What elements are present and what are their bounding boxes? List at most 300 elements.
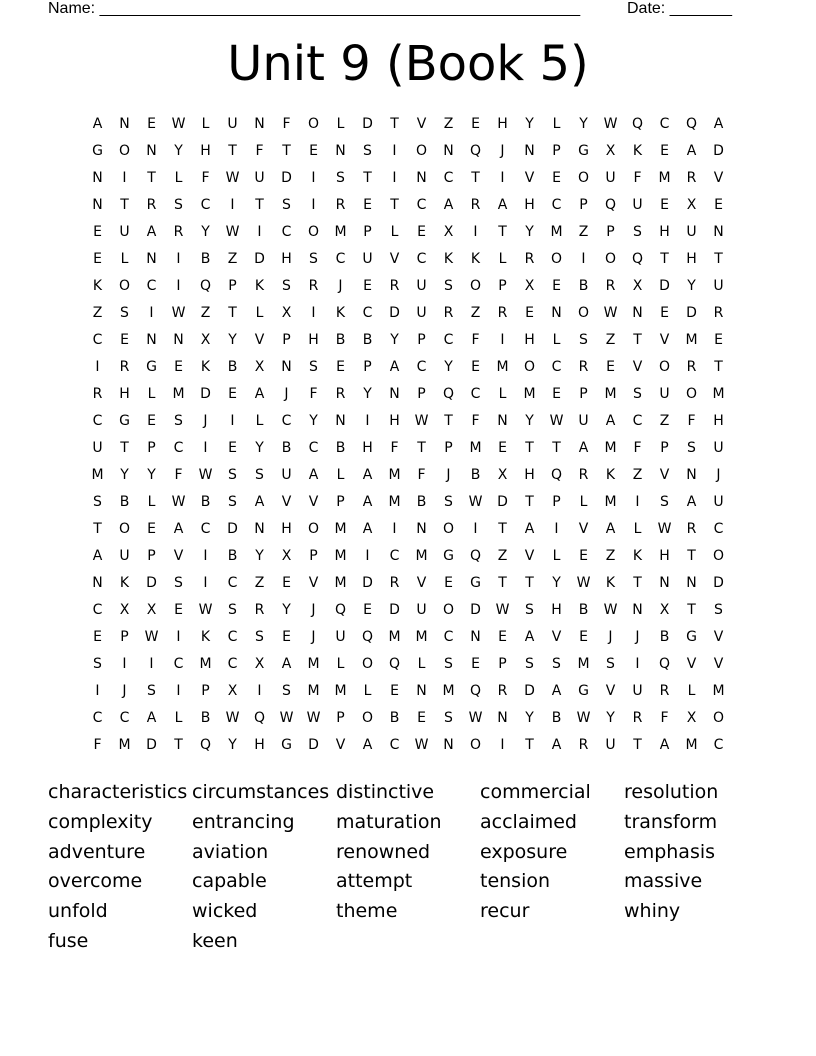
- grid-letter: E: [147, 116, 156, 132]
- grid-letter: O: [415, 143, 428, 159]
- grid-letter: U: [281, 467, 292, 483]
- grid-letter: Q: [469, 143, 482, 159]
- grid-letter: I: [635, 656, 640, 672]
- grid-letter: A: [308, 467, 319, 483]
- grid-letter: A: [92, 548, 103, 564]
- grid-letter: S: [282, 278, 291, 294]
- grid-letter: O: [523, 359, 536, 375]
- grid-letter: O: [307, 224, 320, 240]
- grid-letter: E: [444, 575, 453, 591]
- grid-letter: R: [335, 197, 346, 213]
- grid-row: [84, 435, 732, 462]
- grid-letter: R: [605, 278, 616, 294]
- grid-letter: E: [714, 197, 723, 213]
- grid-letter: A: [173, 521, 184, 537]
- grid-letter: E: [174, 359, 183, 375]
- grid-letter: T: [498, 575, 507, 591]
- grid-letter: Q: [631, 251, 644, 267]
- grid-letter: W: [495, 602, 510, 618]
- grid-letter: S: [228, 602, 237, 618]
- grid-letter: E: [228, 386, 237, 402]
- grid-letter: I: [635, 494, 640, 510]
- grid-letter: I: [176, 629, 181, 645]
- grid-letter: T: [228, 143, 237, 159]
- grid-letter: U: [119, 548, 130, 564]
- grid-letter: Q: [469, 548, 482, 564]
- grid-letter: X: [605, 143, 616, 159]
- grid-letter: H: [524, 332, 535, 348]
- grid-row: [84, 678, 732, 705]
- grid-letter: G: [686, 629, 697, 645]
- word-item: overcome: [48, 870, 143, 893]
- grid-letter: P: [498, 278, 507, 294]
- grid-letter: D: [362, 575, 373, 591]
- grid-letter: T: [390, 116, 399, 132]
- word-item: renowned: [336, 840, 431, 863]
- grid-letter: A: [524, 521, 535, 537]
- grid-letter: B: [227, 548, 238, 564]
- grid-letter: Y: [174, 143, 183, 159]
- grid-letter: T: [93, 521, 102, 537]
- grid-letter: J: [716, 467, 721, 483]
- grid-letter: X: [119, 602, 130, 618]
- grid-letter: Y: [282, 602, 291, 618]
- grid-letter: B: [389, 710, 400, 726]
- grid-letter: I: [473, 521, 478, 537]
- grid-row: [84, 327, 732, 354]
- grid-letter: Q: [388, 656, 401, 672]
- grid-letter: K: [632, 143, 643, 159]
- grid-letter: C: [308, 440, 319, 456]
- grid-letter: D: [497, 494, 508, 510]
- grid-letter: V: [524, 170, 535, 186]
- grid-letter: S: [714, 602, 723, 618]
- grid-letter: N: [92, 575, 103, 591]
- grid-letter: H: [659, 224, 670, 240]
- grid-letter: U: [254, 170, 265, 186]
- grid-letter: M: [334, 548, 347, 564]
- grid-letter: S: [309, 251, 318, 267]
- grid-letter: C: [173, 656, 184, 672]
- grid-letter: Y: [255, 548, 264, 564]
- grid-row: [84, 462, 732, 489]
- word-item: emphasis: [624, 840, 716, 863]
- grid-letter: C: [362, 305, 373, 321]
- grid-letter: R: [335, 386, 346, 402]
- grid-letter: R: [119, 359, 130, 375]
- grid-letter: N: [686, 467, 697, 483]
- word-item: fuse: [48, 929, 89, 952]
- grid-letter: P: [552, 143, 561, 159]
- grid-letter: U: [416, 305, 427, 321]
- grid-letter: I: [392, 170, 397, 186]
- grid-letter: N: [416, 521, 427, 537]
- grid-letter: S: [174, 413, 183, 429]
- grid-letter: I: [554, 521, 559, 537]
- grid-letter: P: [417, 332, 426, 348]
- grid-letter: F: [309, 386, 318, 402]
- grid-letter: I: [122, 170, 127, 186]
- grid-letter: L: [147, 494, 156, 510]
- grid-row: [84, 651, 732, 678]
- grid-letter: I: [311, 305, 316, 321]
- grid-letter: V: [605, 683, 616, 699]
- grid-letter: Y: [687, 278, 696, 294]
- grid-row: [84, 732, 732, 759]
- grid-letter: Q: [361, 629, 374, 645]
- grid-letter: Y: [525, 710, 534, 726]
- grid-letter: E: [660, 305, 669, 321]
- grid-letter: T: [525, 494, 534, 510]
- grid-letter: R: [173, 224, 184, 240]
- grid-letter: S: [93, 494, 102, 510]
- grid-letter: Q: [442, 386, 455, 402]
- grid-letter: L: [147, 386, 156, 402]
- grid-letter: B: [335, 332, 346, 348]
- grid-letter: G: [281, 737, 292, 753]
- grid-letter: E: [579, 629, 588, 645]
- grid-letter: M: [307, 656, 320, 672]
- grid-letter: C: [713, 521, 724, 537]
- grid-letter: M: [415, 548, 428, 564]
- grid-letter: N: [254, 116, 265, 132]
- grid-letter: K: [335, 305, 346, 321]
- grid-letter: P: [201, 683, 210, 699]
- grid-letter: N: [416, 170, 427, 186]
- grid-letter: K: [605, 575, 616, 591]
- grid-letter: W: [198, 467, 213, 483]
- grid-letter: J: [500, 143, 505, 159]
- grid-letter: S: [120, 305, 129, 321]
- grid-letter: U: [416, 602, 427, 618]
- grid-letter: S: [633, 386, 642, 402]
- grid-letter: M: [307, 683, 320, 699]
- grid-letter: O: [118, 521, 131, 537]
- grid-letter: N: [524, 143, 535, 159]
- grid-letter: U: [227, 116, 238, 132]
- grid-letter: M: [334, 683, 347, 699]
- grid-letter: V: [416, 116, 427, 132]
- grid-letter: Q: [631, 116, 644, 132]
- grid-row: [84, 354, 732, 381]
- grid-letter: H: [389, 413, 400, 429]
- grid-row: [84, 408, 732, 435]
- grid-letter: S: [444, 494, 453, 510]
- grid-letter: F: [633, 170, 642, 186]
- grid-letter: W: [171, 494, 186, 510]
- grid-letter: H: [308, 332, 319, 348]
- grid-row: [84, 543, 732, 570]
- grid-letter: C: [659, 116, 670, 132]
- grid-letter: P: [498, 656, 507, 672]
- grid-letter: T: [552, 440, 561, 456]
- grid-letter: E: [471, 359, 480, 375]
- grid-letter: V: [173, 548, 184, 564]
- word-list: [48, 778, 768, 957]
- grid-letter: L: [579, 494, 588, 510]
- grid-letter: N: [173, 332, 184, 348]
- grid-letter: Z: [659, 413, 670, 429]
- grid-letter: M: [550, 224, 563, 240]
- word-item: acclaimed: [480, 810, 577, 833]
- word-item: commercial: [480, 781, 591, 803]
- grid-letter: W: [225, 170, 240, 186]
- grid-letter: D: [686, 305, 697, 321]
- grid-letter: P: [417, 386, 426, 402]
- grid-letter: P: [309, 548, 318, 564]
- grid-letter: N: [119, 116, 130, 132]
- grid-letter: R: [92, 386, 103, 402]
- word-item: resolution: [624, 781, 719, 803]
- grid-letter: B: [281, 440, 292, 456]
- grid-letter: X: [497, 467, 508, 483]
- grid-letter: K: [443, 251, 454, 267]
- grid-letter: U: [632, 683, 643, 699]
- grid-letter: Q: [685, 116, 698, 132]
- grid-letter: V: [254, 332, 265, 348]
- grid-letter: T: [525, 737, 534, 753]
- grid-letter: F: [417, 467, 426, 483]
- grid-letter: S: [606, 656, 615, 672]
- grid-letter: T: [525, 575, 534, 591]
- grid-letter: F: [633, 440, 642, 456]
- grid-letter: R: [497, 683, 508, 699]
- grid-letter: C: [200, 521, 211, 537]
- grid-letter: C: [551, 197, 562, 213]
- grid-letter: Z: [92, 305, 103, 321]
- grid-letter: R: [389, 278, 400, 294]
- grid-letter: H: [281, 251, 292, 267]
- grid-letter: Y: [444, 359, 453, 375]
- grid-letter: N: [713, 224, 724, 240]
- grid-letter: Y: [201, 224, 210, 240]
- grid-letter: O: [118, 278, 131, 294]
- grid-letter: N: [146, 251, 157, 267]
- grid-letter: M: [658, 170, 671, 186]
- grid-letter: A: [524, 629, 535, 645]
- grid-letter: M: [604, 440, 617, 456]
- grid-letter: Z: [497, 548, 508, 564]
- grid-row: [84, 381, 732, 408]
- grid-letter: M: [496, 359, 509, 375]
- grid-letter: X: [686, 197, 697, 213]
- word-item: maturation: [336, 810, 442, 833]
- grid-letter: Q: [604, 197, 617, 213]
- grid-letter: K: [200, 359, 211, 375]
- grid-letter: T: [120, 440, 129, 456]
- grid-letter: O: [712, 710, 725, 726]
- grid-letter: E: [660, 197, 669, 213]
- grid-letter: N: [470, 629, 481, 645]
- grid-letter: B: [200, 710, 211, 726]
- grid-letter: Z: [227, 251, 238, 267]
- grid-letter: N: [335, 413, 346, 429]
- grid-letter: F: [660, 710, 669, 726]
- grid-letter: R: [713, 305, 724, 321]
- grid-letter: B: [578, 278, 589, 294]
- grid-letter: L: [174, 170, 183, 186]
- grid-letter: L: [255, 413, 264, 429]
- grid-letter: S: [525, 656, 534, 672]
- word-item: exposure: [480, 840, 568, 863]
- grid-letter: A: [578, 440, 589, 456]
- grid-letter: R: [578, 737, 589, 753]
- grid-letter: S: [228, 467, 237, 483]
- grid-letter: C: [281, 413, 292, 429]
- word-item: complexity: [48, 810, 153, 833]
- grid-letter: U: [659, 386, 670, 402]
- grid-letter: K: [92, 278, 103, 294]
- grid-letter: D: [713, 575, 724, 591]
- grid-letter: M: [388, 629, 401, 645]
- grid-letter: X: [200, 332, 211, 348]
- grid-letter: G: [578, 143, 589, 159]
- grid-letter: O: [442, 602, 455, 618]
- grid-letter: C: [200, 197, 211, 213]
- grid-letter: L: [336, 467, 345, 483]
- word-item: recur: [480, 900, 530, 923]
- grid-letter: E: [552, 386, 561, 402]
- grid-letter: Y: [390, 332, 399, 348]
- grid-letter: D: [389, 305, 400, 321]
- grid-letter: K: [632, 548, 643, 564]
- grid-letter: D: [362, 116, 373, 132]
- grid-letter: C: [227, 629, 238, 645]
- grid-letter: T: [687, 602, 696, 618]
- grid-letter: S: [363, 143, 372, 159]
- grid-letter: D: [254, 251, 265, 267]
- grid-letter: C: [92, 710, 103, 726]
- grid-letter: W: [657, 521, 672, 537]
- grid-letter: R: [686, 521, 697, 537]
- grid-letter: V: [281, 494, 292, 510]
- grid-letter: I: [95, 683, 100, 699]
- grid-letter: W: [603, 602, 618, 618]
- grid-letter: M: [604, 494, 617, 510]
- grid-letter: R: [686, 170, 697, 186]
- grid-letter: J: [122, 683, 127, 699]
- grid-letter: W: [225, 710, 240, 726]
- grid-letter: A: [497, 197, 508, 213]
- grid-letter: R: [308, 278, 319, 294]
- grid-letter: R: [524, 251, 535, 267]
- grid-letter: B: [227, 359, 238, 375]
- grid-letter: A: [362, 737, 373, 753]
- grid-letter: D: [659, 278, 670, 294]
- grid-letter: Y: [147, 467, 156, 483]
- grid-letter: P: [606, 224, 615, 240]
- grid-letter: F: [390, 440, 399, 456]
- grid-letter: C: [443, 332, 454, 348]
- grid-letter: A: [551, 737, 562, 753]
- grid-letter: O: [577, 305, 590, 321]
- grid-letter: M: [388, 494, 401, 510]
- grid-letter: M: [523, 386, 536, 402]
- grid-letter: U: [416, 278, 427, 294]
- grid-letter: H: [524, 197, 535, 213]
- grid-letter: E: [282, 629, 291, 645]
- grid-letter: Z: [605, 548, 616, 564]
- grid-letter: J: [203, 413, 208, 429]
- grid-letter: D: [200, 386, 211, 402]
- grid-letter: V: [335, 737, 346, 753]
- grid-letter: B: [335, 440, 346, 456]
- grid-letter: L: [336, 656, 345, 672]
- grid-letter: R: [443, 305, 454, 321]
- grid-letter: D: [713, 143, 724, 159]
- grid-letter: E: [93, 224, 102, 240]
- grid-letter: P: [120, 629, 129, 645]
- word-item: unfold: [48, 900, 108, 923]
- grid-letter: D: [308, 737, 319, 753]
- grid-letter: M: [334, 575, 347, 591]
- word-item: massive: [624, 870, 703, 893]
- grid-letter: P: [228, 278, 237, 294]
- grid-letter: A: [146, 710, 157, 726]
- grid-letter: W: [198, 602, 213, 618]
- grid-letter: C: [119, 710, 130, 726]
- grid-letter: L: [417, 656, 426, 672]
- grid-row: [84, 246, 732, 273]
- grid-letter: M: [685, 332, 698, 348]
- word-item: aviation: [192, 840, 269, 863]
- name-line: Name: ______________________________________________________: [48, 0, 581, 17]
- grid-letter: E: [174, 602, 183, 618]
- grid-letter: P: [660, 440, 669, 456]
- grid-letter: W: [603, 305, 618, 321]
- grid-letter: N: [686, 575, 697, 591]
- grid-letter: A: [362, 521, 373, 537]
- grid-letter: I: [500, 170, 505, 186]
- grid-letter: P: [579, 386, 588, 402]
- grid-letter: L: [390, 224, 399, 240]
- grid-letter: D: [146, 737, 157, 753]
- grid-letter: A: [713, 116, 724, 132]
- grid-letter: D: [470, 602, 481, 618]
- grid-letter: W: [279, 710, 294, 726]
- grid-letter: C: [713, 737, 724, 753]
- grid-letter: V: [632, 359, 643, 375]
- grid-letter: X: [281, 305, 292, 321]
- grid-letter: U: [713, 494, 724, 510]
- grid-letter: S: [444, 278, 453, 294]
- grid-letter: C: [632, 413, 643, 429]
- grid-letter: T: [498, 224, 507, 240]
- grid-letter: R: [578, 467, 589, 483]
- grid-row: [84, 570, 732, 597]
- grid-letter: P: [282, 332, 291, 348]
- grid-letter: I: [176, 278, 181, 294]
- grid-letter: N: [632, 602, 643, 618]
- grid-letter: L: [255, 305, 264, 321]
- grid-letter: L: [336, 116, 345, 132]
- grid-letter: O: [361, 710, 374, 726]
- grid-letter: E: [417, 710, 426, 726]
- grid-letter: G: [470, 575, 481, 591]
- grid-letter: Z: [605, 332, 616, 348]
- grid-letter: W: [306, 710, 321, 726]
- grid-letter: H: [200, 143, 211, 159]
- grid-letter: S: [282, 197, 291, 213]
- grid-letter: M: [442, 683, 455, 699]
- grid-letter: T: [363, 170, 372, 186]
- grid-letter: L: [687, 683, 696, 699]
- grid-letter: Q: [253, 710, 266, 726]
- grid-letter: E: [336, 359, 345, 375]
- grid-letter: T: [255, 197, 264, 213]
- grid-letter: P: [147, 548, 156, 564]
- grid-letter: Y: [525, 413, 534, 429]
